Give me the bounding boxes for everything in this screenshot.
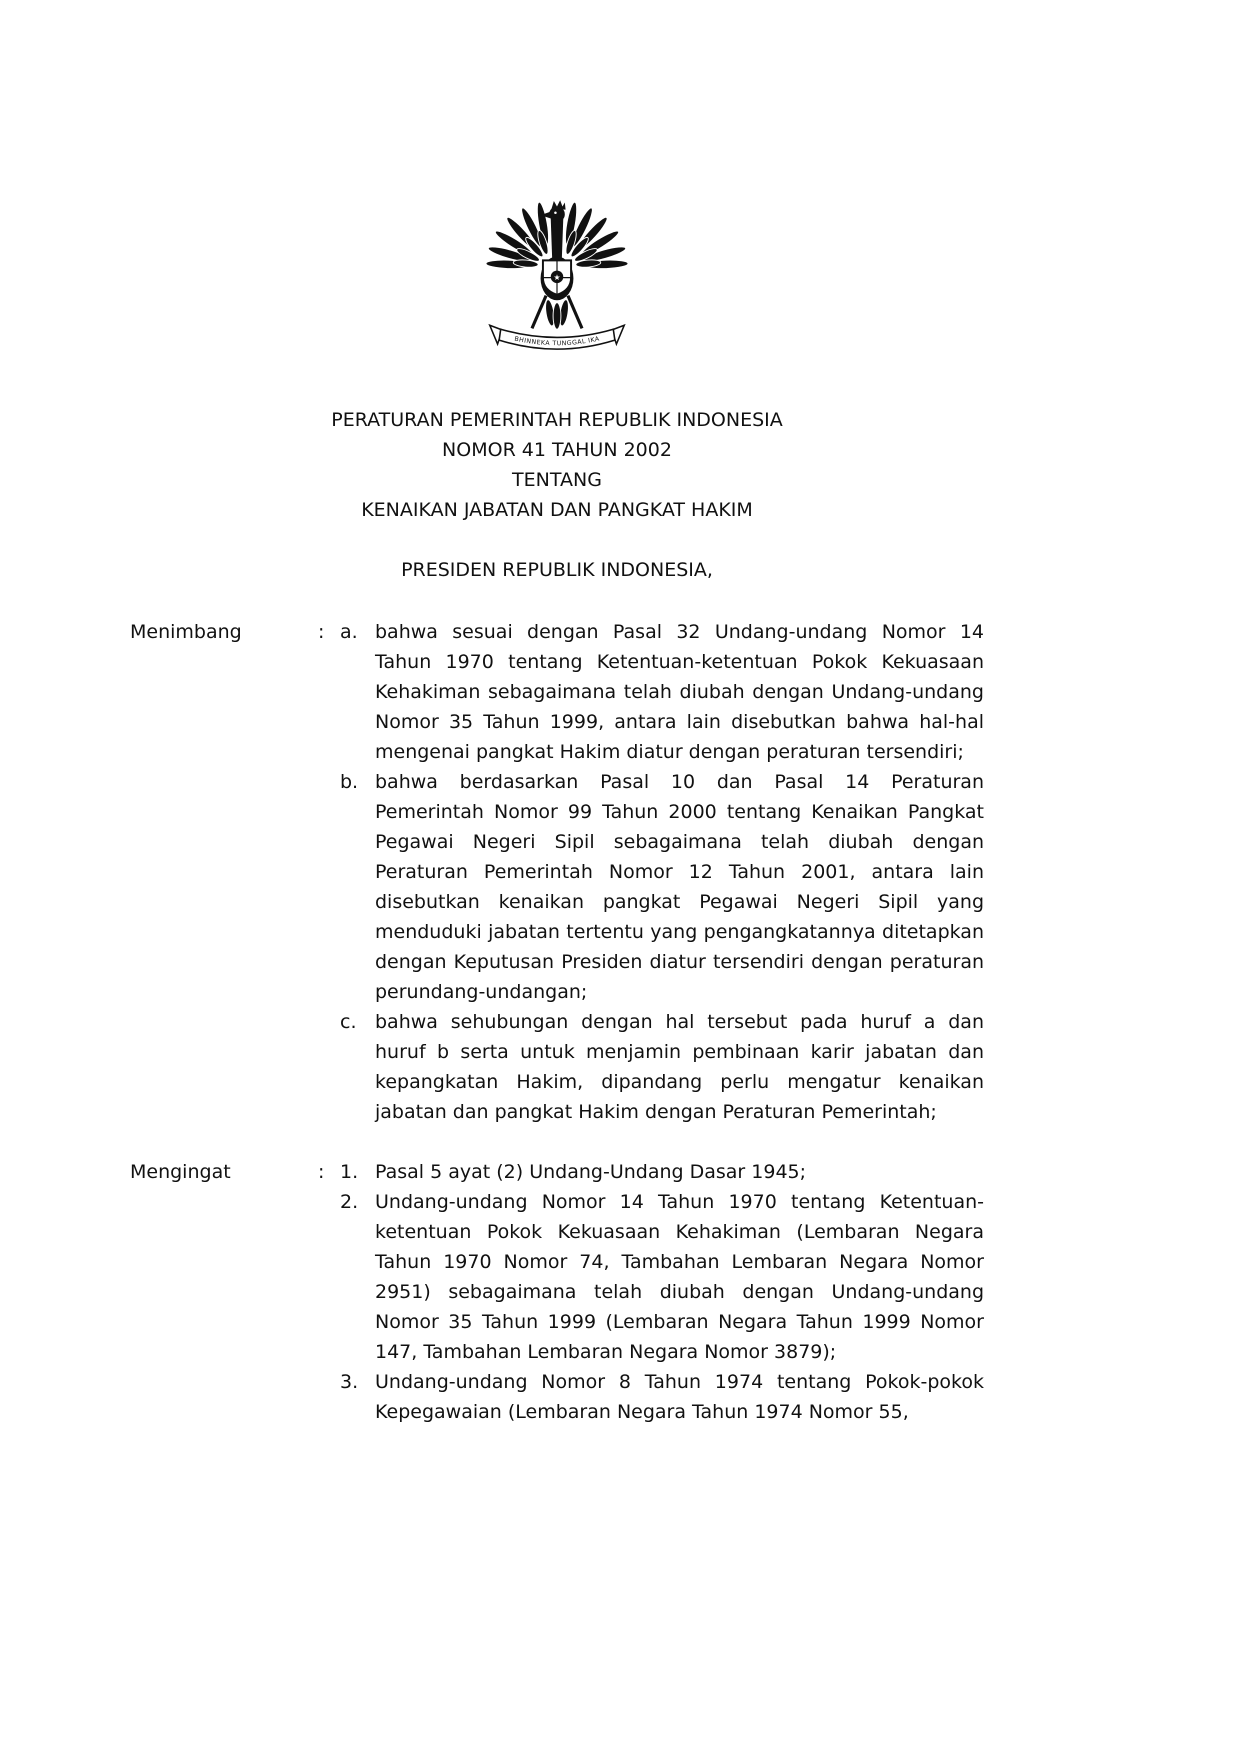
title-line-1: PERATURAN PEMERINTAH REPUBLIK INDONESIA <box>331 409 783 431</box>
item-marker: 2. <box>340 1191 359 1213</box>
list-item <box>340 767 984 1007</box>
item-text: Pasal 5 ayat (2) Undang-Undang Dasar 1945; <box>375 1161 807 1183</box>
garuda-emblem <box>130 186 984 379</box>
item-text: Undang-undang Nomor 14 Tahun 1970 tentang Ketentuan-ketentuan Pokok Kekuasaan Kehakiman (Lembaran Negara Tahun 1970 Nomor 74, Tambahan Lembaran Negara Nomor 2951) sebagaimana telah diubah dengan Undang-undang Nomor 35 Tahun 1999 (Lembaran Negara Tahun 1999 Nomor 147, Tambahan Lembaran Negara Nomor 3879); <box>375 1191 984 1363</box>
section-menimbang <box>130 617 984 1127</box>
title-line-3: TENTANG <box>512 469 602 491</box>
section-mengingat <box>130 1157 984 1427</box>
item-marker: 1. <box>340 1161 359 1183</box>
title-line-4: KENAIKAN JABATAN DAN PANGKAT HAKIM <box>361 499 753 521</box>
pancasila-shield <box>543 260 571 294</box>
item-marker: b. <box>340 771 359 793</box>
list-item <box>340 1187 984 1367</box>
item-text: bahwa berdasarkan Pasal 10 dan Pasal 14 Peraturan Pemerintah Nomor 99 Tahun 2000 tentang Kenaikan Pangkat Pegawai Negeri Sipil sebagaimana telah diubah dengan Peraturan Pemerintah Nomor 12 Tahun 2001, antara lain disebutkan kenaikan pangkat Pegawai Negeri Sipil yang menduduki jabatan tertentu yang pengangkatannya ditetapkan dengan Keputusan Presiden diatur tersendiri dengan peraturan perundang-undangan; <box>375 771 984 1003</box>
list-item <box>340 1007 984 1127</box>
section-colon: : <box>318 621 325 643</box>
item-text: Undang-undang Nomor 8 Tahun 1974 tentang Pokok-pokok Kepegawaian (Lembaran Negara Tahun 1974 Nomor 55, <box>375 1371 984 1423</box>
section-label: Mengingat <box>130 1161 231 1183</box>
section-items <box>340 617 984 1127</box>
item-text: bahwa sehubungan dengan hal tersebut pada huruf a dan huruf b serta untuk menjamin pembinaan karir jabatan dan kepangkatan Hakim, dipandang perlu mengatur kenaikan jabatan dan pangkat Hakim dengan Peraturan Pemerintah; <box>375 1011 984 1123</box>
left-wing <box>486 201 551 269</box>
motto-text: BHINNEKA TUNGGAL IKA <box>513 335 601 348</box>
section-items <box>340 1157 984 1427</box>
star-icon: ★ <box>553 272 561 282</box>
section-colon: : <box>318 1161 325 1183</box>
document-title-block <box>130 405 984 525</box>
garuda-emblem-graphic <box>471 186 643 370</box>
list-item <box>340 1367 984 1427</box>
item-marker: a. <box>340 621 358 643</box>
right-wing <box>563 201 628 269</box>
list-item <box>340 617 984 767</box>
item-marker: 3. <box>340 1371 359 1393</box>
title-line-2: NOMOR 41 TAHUN 2002 <box>442 439 672 461</box>
section-label: Menimbang <box>130 621 242 643</box>
item-marker: c. <box>340 1011 357 1033</box>
list-item <box>340 1157 984 1187</box>
issuer-line: PRESIDEN REPUBLIK INDONESIA, <box>401 559 713 581</box>
item-text: bahwa sesuai dengan Pasal 32 Undang-undang Nomor 14 Tahun 1970 tentang Ketentuan-ketentuan Pokok Kekuasaan Kehakiman sebagaimana telah diubah dengan Undang-undang Nomor 35 Tahun 1999, antara lain disebutkan bahwa hal-hal mengenai pangkat Hakim diatur dengan peraturan tersendiri; <box>375 621 984 763</box>
